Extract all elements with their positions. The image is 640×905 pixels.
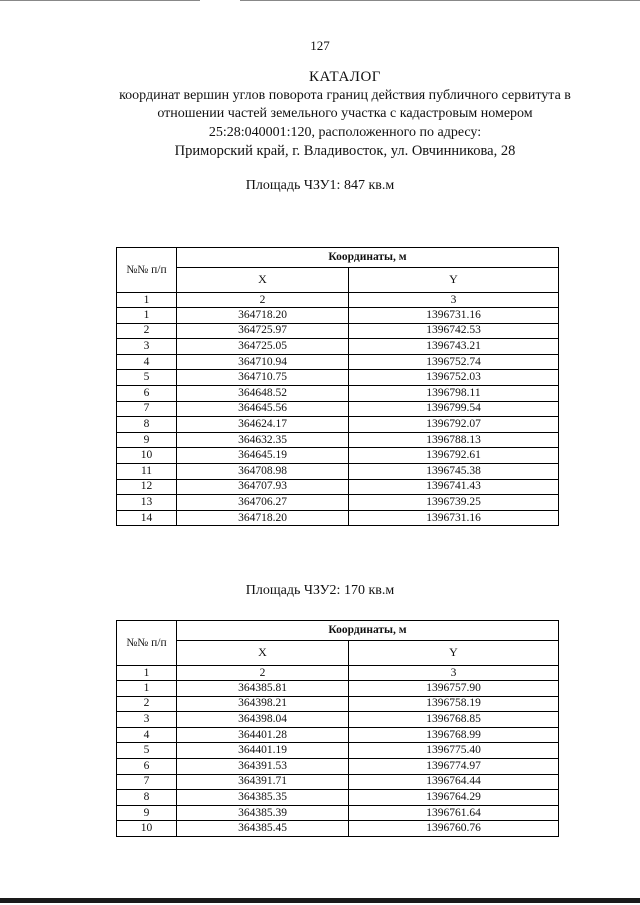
header-line-1: координат вершин углов поворота границ действия публичного сервитута в: [119, 87, 571, 103]
y-coordinate-cell: 1396798.11: [349, 385, 559, 401]
x-coordinate-cell: 364708.98: [177, 463, 349, 479]
header-address: Приморский край, г. Владивосток, ул. Овчинникова, 28: [174, 143, 516, 159]
table-row: [117, 774, 559, 790]
table-row: [117, 743, 559, 759]
row-number-cell: 10: [117, 821, 177, 837]
table-row: [117, 727, 559, 743]
y-coordinate-cell: 1396743.21: [349, 339, 559, 355]
catalog-title: КАТАЛОГ: [309, 69, 381, 85]
table-row: [117, 681, 559, 697]
row-number-cell: 3: [117, 712, 177, 728]
document-header: [60, 68, 630, 161]
y-coordinate-cell: 1396764.29: [349, 790, 559, 806]
y-coordinate-cell: 1396731.16: [349, 510, 559, 526]
row-number-cell: 12: [117, 479, 177, 495]
table-row: [117, 510, 559, 526]
x-coordinate-cell: 364398.04: [177, 712, 349, 728]
x-coordinate-cell: 364718.20: [177, 308, 349, 324]
row-number-cell: 2: [117, 696, 177, 712]
row-number-cell: 7: [117, 401, 177, 417]
table-row: [117, 758, 559, 774]
table-row: [117, 712, 559, 728]
y-coordinate-cell: 1396768.99: [349, 727, 559, 743]
table-row: [117, 805, 559, 821]
y-coordinate-cell: 1396752.03: [349, 370, 559, 386]
x-coordinate-cell: 364401.19: [177, 743, 349, 759]
header-line-2: отношении частей земельного участка с кадастровым номером: [157, 106, 533, 121]
row-number-cell: 7: [117, 774, 177, 790]
y-coordinate-cell: 1396760.76: [349, 821, 559, 837]
row-number-cell: 2: [117, 323, 177, 339]
table-row: [117, 385, 559, 401]
column-number-2: 2: [177, 293, 349, 308]
row-number-cell: 8: [117, 790, 177, 806]
y-coordinate-cell: 1396745.38: [349, 463, 559, 479]
x-coordinate-cell: 364385.39: [177, 805, 349, 821]
x-coordinate-cell: 364391.53: [177, 758, 349, 774]
row-number-cell: 5: [117, 370, 177, 386]
table-row: [117, 323, 559, 339]
table-row: [117, 308, 559, 324]
x-coordinate-cell: 364385.35: [177, 790, 349, 806]
scan-edge-bottom: [0, 898, 640, 903]
x-coordinate-cell: 364648.52: [177, 385, 349, 401]
coordinates-table-2: [116, 620, 559, 837]
x-coordinate-cell: 364718.20: [177, 510, 349, 526]
y-coordinate-cell: 1396792.61: [349, 448, 559, 464]
row-number-cell: 1: [117, 681, 177, 697]
row-number-cell: 13: [117, 495, 177, 511]
column-header-number: №№ п/п: [117, 621, 177, 666]
y-coordinate-cell: 1396775.40: [349, 743, 559, 759]
row-number-cell: 6: [117, 385, 177, 401]
column-number-2: 2: [177, 666, 349, 681]
page-number: 127: [310, 38, 330, 53]
table-row: [117, 696, 559, 712]
y-coordinate-cell: 1396799.54: [349, 401, 559, 417]
y-coordinate-cell: 1396731.16: [349, 308, 559, 324]
y-coordinate-cell: 1396758.19: [349, 696, 559, 712]
area-title-2: Площадь ЧЗУ2: 170 кв.м: [245, 583, 395, 598]
row-number-cell: 5: [117, 743, 177, 759]
row-number-cell: 14: [117, 510, 177, 526]
table-row: [117, 401, 559, 417]
x-coordinate-cell: 364391.71: [177, 774, 349, 790]
row-number-cell: 9: [117, 432, 177, 448]
y-coordinate-cell: 1396792.07: [349, 417, 559, 433]
x-coordinate-cell: 364398.21: [177, 696, 349, 712]
row-number-cell: 11: [117, 463, 177, 479]
x-coordinate-cell: 364645.56: [177, 401, 349, 417]
row-number-cell: 10: [117, 448, 177, 464]
column-number-3: 3: [349, 666, 559, 681]
column-header-number: №№ п/п: [117, 248, 177, 293]
x-coordinate-cell: 364725.97: [177, 323, 349, 339]
y-coordinate-cell: 1396739.25: [349, 495, 559, 511]
y-coordinate-cell: 1396774.97: [349, 758, 559, 774]
column-number-1: 1: [117, 293, 177, 308]
y-coordinate-cell: 1396742.53: [349, 323, 559, 339]
x-coordinate-cell: 364385.81: [177, 681, 349, 697]
scan-edge-top: [0, 0, 640, 2]
row-number-cell: 4: [117, 354, 177, 370]
y-coordinate-cell: 1396752.74: [349, 354, 559, 370]
area-title-1: Площадь ЧЗУ1: 847 кв.м: [245, 178, 395, 193]
table-row: [117, 448, 559, 464]
row-number-cell: 1: [117, 308, 177, 324]
header-line-3: 25:28:040001:120, расположенного по адресу:: [208, 124, 482, 140]
row-number-cell: 6: [117, 758, 177, 774]
y-coordinate-cell: 1396764.44: [349, 774, 559, 790]
column-header-y: Y: [349, 267, 559, 292]
y-coordinate-cell: 1396768.85: [349, 712, 559, 728]
row-number-cell: 3: [117, 339, 177, 355]
row-number-cell: 8: [117, 417, 177, 433]
column-number-3: 3: [349, 293, 559, 308]
x-coordinate-cell: 364645.19: [177, 448, 349, 464]
table-row: [117, 432, 559, 448]
y-coordinate-cell: 1396761.64: [349, 805, 559, 821]
column-header-x: X: [177, 640, 349, 665]
y-coordinate-cell: 1396788.13: [349, 432, 559, 448]
x-coordinate-cell: 364385.45: [177, 821, 349, 837]
table-row: [117, 339, 559, 355]
x-coordinate-cell: 364401.28: [177, 727, 349, 743]
column-header-coordinates: Координаты, м: [177, 248, 559, 268]
x-coordinate-cell: 364725.05: [177, 339, 349, 355]
x-coordinate-cell: 364710.94: [177, 354, 349, 370]
column-header-coordinates: Координаты, м: [177, 621, 559, 641]
row-number-cell: 9: [117, 805, 177, 821]
table-row: [117, 463, 559, 479]
table-row: [117, 479, 559, 495]
row-number-cell: 4: [117, 727, 177, 743]
x-coordinate-cell: 364624.17: [177, 417, 349, 433]
x-coordinate-cell: 364710.75: [177, 370, 349, 386]
y-coordinate-cell: 1396741.43: [349, 479, 559, 495]
table-row: [117, 821, 559, 837]
column-number-1: 1: [117, 666, 177, 681]
x-coordinate-cell: 364632.35: [177, 432, 349, 448]
table-row: [117, 417, 559, 433]
table-row: [117, 370, 559, 386]
x-coordinate-cell: 364707.93: [177, 479, 349, 495]
table-row: [117, 790, 559, 806]
column-header-y: Y: [349, 640, 559, 665]
table-row: [117, 495, 559, 511]
column-header-x: X: [177, 267, 349, 292]
x-coordinate-cell: 364706.27: [177, 495, 349, 511]
y-coordinate-cell: 1396757.90: [349, 681, 559, 697]
table-row: [117, 354, 559, 370]
coordinates-table-1: [116, 247, 559, 526]
